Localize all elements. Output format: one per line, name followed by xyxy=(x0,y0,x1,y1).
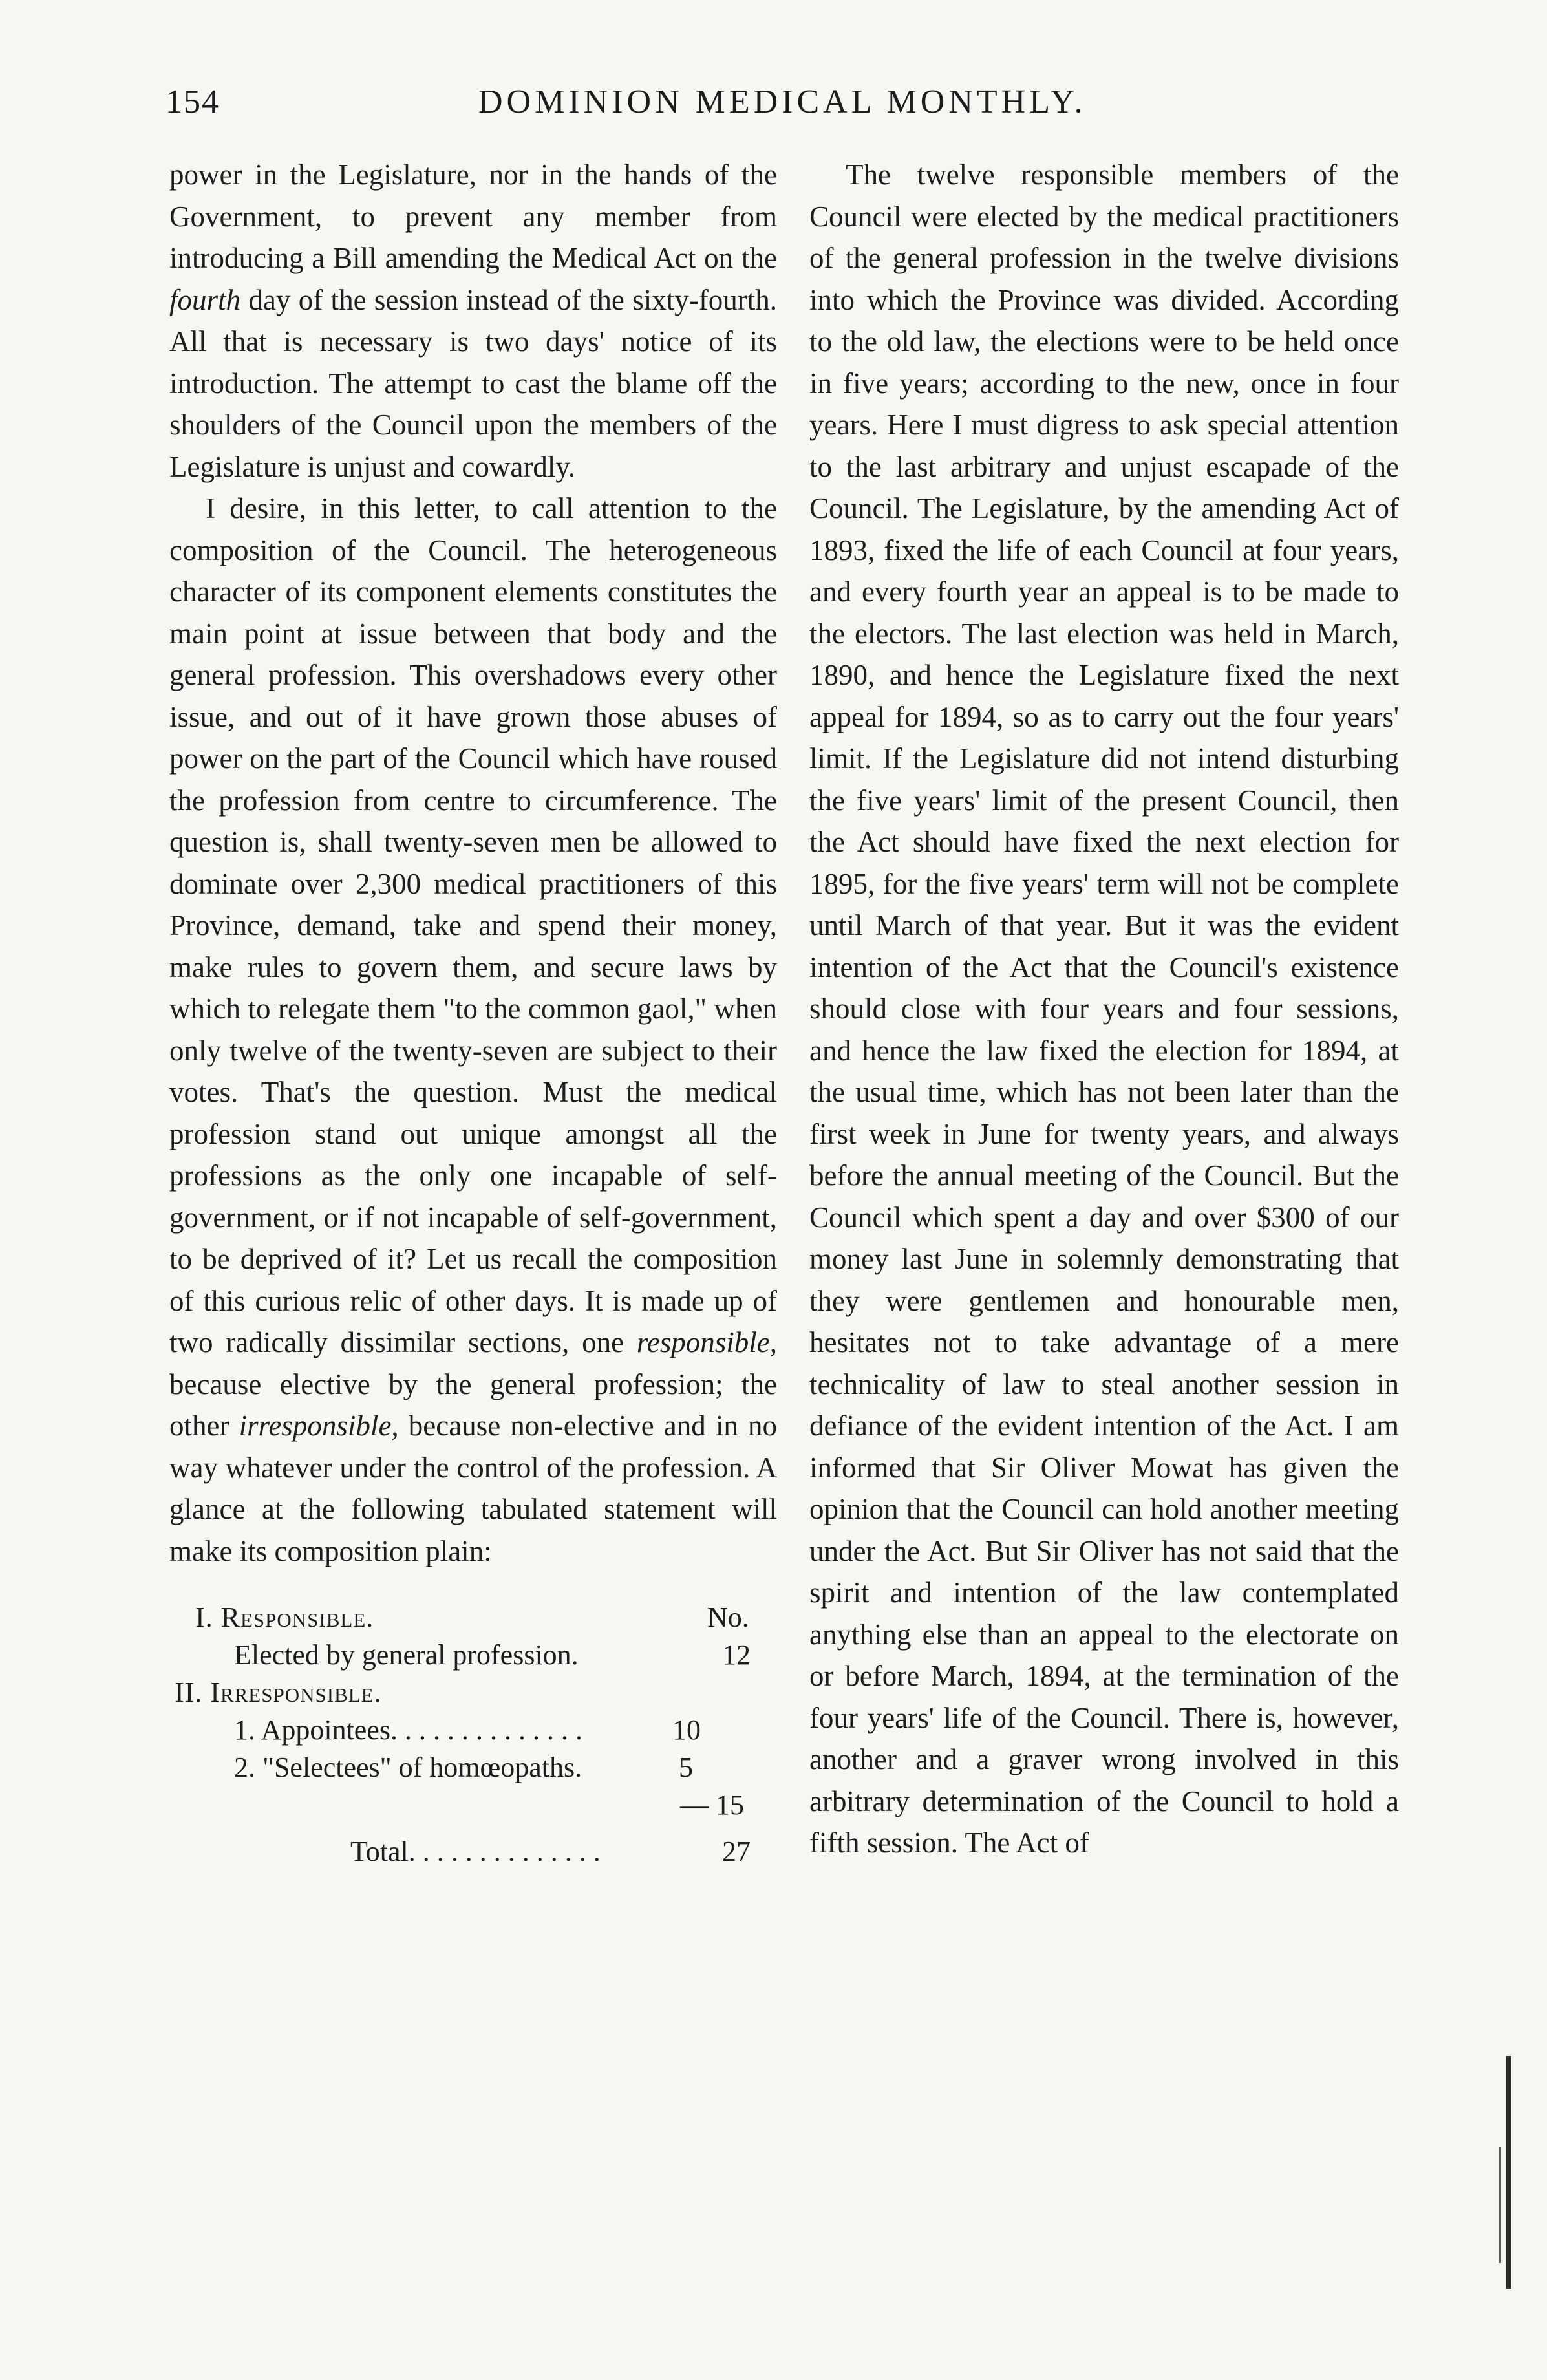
table-cell: 12 xyxy=(722,1639,751,1671)
table-row xyxy=(169,1636,777,1674)
margin-scan-mark xyxy=(1499,2147,1501,2263)
margin-scan-mark xyxy=(1506,2056,1511,2289)
table-cell: 1. Appointees. . . . . . . . . . . . . . xyxy=(234,1714,582,1746)
paragraph xyxy=(169,488,777,1572)
table-cell: I. Responsible. xyxy=(195,1602,374,1633)
composition-table xyxy=(169,1599,777,1871)
table-cell: No. xyxy=(707,1602,749,1633)
paragraph: The twelve responsible members of the Council were elected by the medical practitioners of the general profession in the twelve divisions into which the Province was divided. According to the old law, the elections were to be held once in five years; according to the new, once in four years. Here I must digress to ask special attention to the last arbitrary and unjust escapade of the Council. The Legislature, by the amending Act of 1893, fixed the life of each Council at four years, and every fourth year an appeal is to be made to the electors. The last election was held in March, 1890, and hence the Legislature fixed the next appeal for 1894, so as to carry out the four years' limit. If the Legislature did not intend disturbing the five years' limit of the present Council, then the Act should have fixed the next election for 1895, for the five years' term will not be complete until March of that year. But it was the evident intention of the Act that the Council's existence should close with four years and four sessions, and hence the law fixed the election for 1894, at the usual time, which has not been later than the first week in June for twenty years, and always before the annual meeting of the Council. But the Council which spent a day and over $300 of our money last June in solemnly demonstrating that they were gentlemen and honourable men, hesitates not to take advantage of a mere technicality of law to steal another session in defiance of the evident intention of the Act. I am informed that Sir Oliver Mowat has given the opinion that the Council can hold another meeting under the Act. But Sir Oliver has not said that the spirit and intention of the law contemplated anything else than an appeal to the electorate on or before March, 1894, at the termination of the four years' life of the Council. There is, however, another and a graver wrong involved in this arbitrary determination of the Council to hold a fifth session. The Act of xyxy=(809,158,1399,1859)
text-run: day of the session instead of the sixty-fourth. All that is necessary is two days' notice of its introduction. The attempt to cast the blame off the shoulders of the Council upon the members of the Legislature is unjust and cowardly. xyxy=(169,283,777,483)
right-column xyxy=(809,154,1399,1864)
table-row xyxy=(169,1674,777,1711)
table-cell: 2. "Selectees" of homœopaths. xyxy=(234,1752,582,1783)
table-row xyxy=(169,1599,777,1636)
text-run: power in the Legislature, nor in the hands of the Government, to prevent any member from introducing a Bill amending the Medical Act on the xyxy=(169,158,777,274)
left-column xyxy=(169,154,777,1871)
table-row xyxy=(169,1833,777,1871)
table-row xyxy=(169,1749,777,1786)
emphasis: irresponsible, xyxy=(239,1410,399,1442)
table-cell: 10 xyxy=(672,1714,701,1746)
emphasis: responsible, xyxy=(636,1326,777,1358)
table-cell: 27 xyxy=(722,1836,751,1867)
table-row xyxy=(169,1786,777,1824)
table-cell: Elected by general profession. xyxy=(234,1639,579,1671)
table-cell: — 15 xyxy=(680,1789,744,1821)
text-run: because non-elective and in no way whatever under the control of the profession. A glance at the following tabulated statement will make its composition plain: xyxy=(169,1410,777,1567)
running-head: DOMINION MEDICAL MONTHLY. xyxy=(478,83,1087,120)
emphasis: fourth xyxy=(169,283,241,316)
text-run: because elective by the general profession; the other xyxy=(169,1367,777,1442)
table-row xyxy=(169,1711,777,1749)
paragraph xyxy=(169,154,777,488)
page-number: 154 xyxy=(165,83,220,120)
text-run: I desire, in this letter, to call attention to the composition of the Council. The heterogeneous character of its component elements constitutes the main point at issue between that body and the general profession. This overshadows every other issue, and out of it have grown those abuses of power on the part of the Council which have roused the profession from centre to circumference. The question is, shall twenty-seven men be allowed to dominate over 2,300 medical practitioners of this Province, demand, take and spend their money, make rules to govern them, and secure laws by which to relegate them "to the common gaol," when only twelve of the twenty-seven are subject to their votes. That's the question. Must the medical profession stand out unique amongst all the professions as the only one incapable of self-government, or if not incapable of self-government, to be deprived of it? Let us recall the composition of this curious relic of other days. It is made up of two radically dissimilar sections, one xyxy=(169,492,777,1358)
table-cell: 5 xyxy=(679,1752,693,1783)
table-cell: Total. . . . . . . . . . . . . . xyxy=(350,1836,601,1867)
table-cell: II. Irresponsible. xyxy=(175,1677,382,1708)
